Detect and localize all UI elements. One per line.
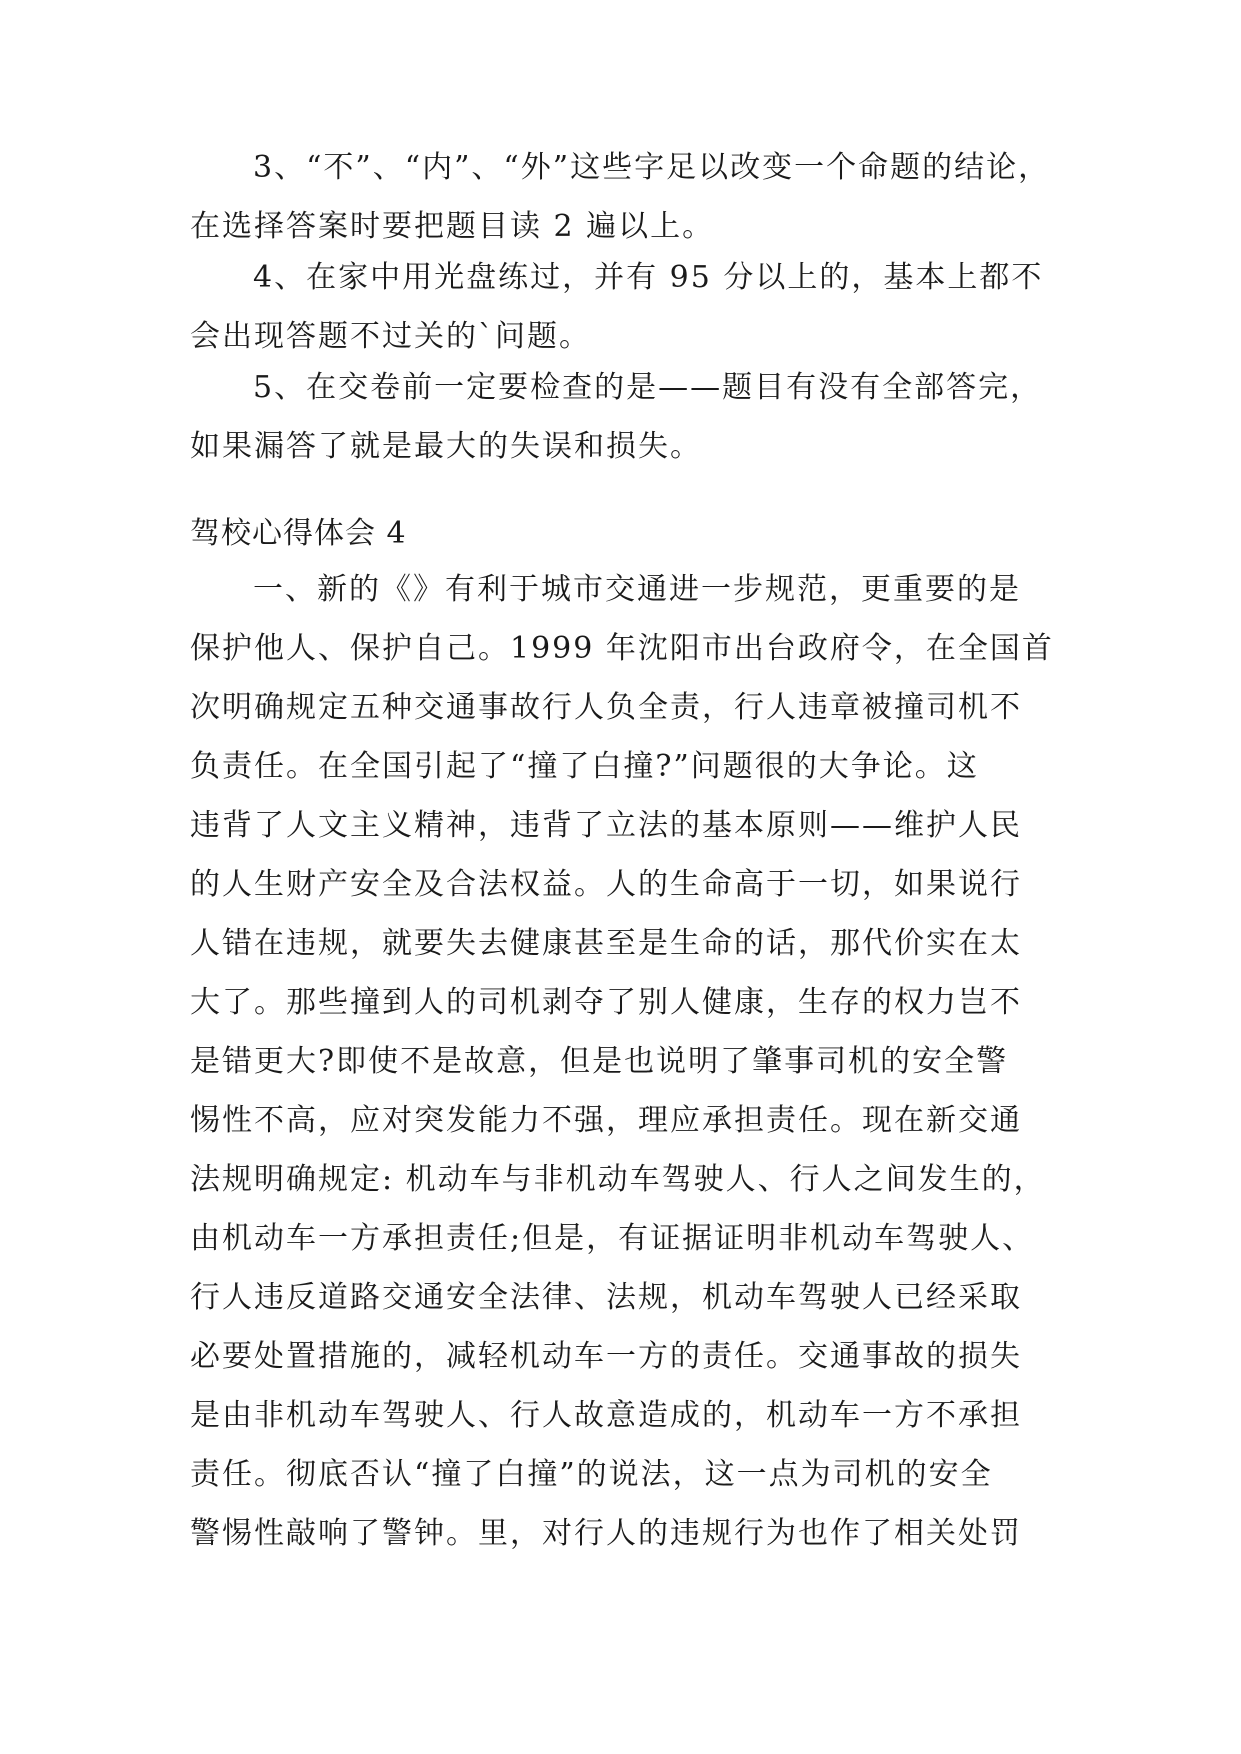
text-line: 是错更大?即使不是故意，但是也说明了肇事司机的安全警 xyxy=(190,1044,1009,1079)
text-line: 负责任。在全国引起了“撞了白撞?”问题很的大争论。这 xyxy=(190,749,979,784)
text-line: 惕性不高，应对突发能力不强，理应承担责任。现在新交通 xyxy=(190,1103,1022,1138)
text-line: 必要处置措施的，减轻机动车一方的责任。交通事故的损失 xyxy=(190,1339,1022,1374)
list-item-5 xyxy=(190,358,1090,476)
text-line: 大了。那些撞到人的司机剥夺了别人健康，生存的权力岂不 xyxy=(190,985,1022,1020)
text-line: 警惕性敲响了警钟。里，对行人的违规行为也作了相关处罚 xyxy=(190,1516,1022,1551)
text-line: 5、在交卷前一定要检查的是——题目有没有全部答完， xyxy=(253,370,1043,405)
list-item-3 xyxy=(190,138,1090,256)
text-line: 在选择答案时要把题目读 2 遍以上。 xyxy=(190,209,715,244)
text-line: 行人违反道路交通安全法律、法规，机动车驾驶人已经采取 xyxy=(190,1280,1022,1315)
text-line: 人错在违规，就要失去健康甚至是生命的话，那代价实在太 xyxy=(190,926,1022,961)
text-line: 的人生财产安全及合法权益。人的生命高于一切，如果说行 xyxy=(190,867,1022,902)
list-item-4 xyxy=(190,248,1090,366)
text-line: 法规明确规定: 机动车与非机动车驾驶人、行人之间发生的， xyxy=(190,1162,1046,1197)
section-heading: 驾校心得体会 4 xyxy=(190,516,407,551)
body-paragraph xyxy=(190,560,1090,1563)
text-line: 4、在家中用光盘练过，并有 95 分以上的，基本上都不 xyxy=(253,260,1044,295)
text-line: 3、“不”、“内”、“外”这些字足以改变一个命题的结论， xyxy=(253,150,1051,185)
text-line: 违背了人文主义精神，违背了立法的基本原则——维护人民 xyxy=(190,808,1022,843)
text-line: 由机动车一方承担责任;但是，有证据证明非机动车驾驶人、 xyxy=(190,1221,1035,1256)
text-line: 是由非机动车驾驶人、行人故意造成的，机动车一方不承担 xyxy=(190,1398,1022,1433)
text-line: 会出现答题不过关的`问题。 xyxy=(190,319,591,354)
text-line: 责任。彻底否认“撞了白撞”的说法，这一点为司机的安全 xyxy=(190,1457,993,1492)
text-line: 一、新的《》有利于城市交通进一步规范，更重要的是 xyxy=(253,572,1021,607)
text-line: 保护他人、保护自己。1999 年沈阳市出台政府令，在全国首 xyxy=(190,631,1054,666)
text-line: 次明确规定五种交通事故行人负全责，行人违章被撞司机不 xyxy=(190,690,1022,725)
text-line: 如果漏答了就是最大的失误和损失。 xyxy=(190,429,702,464)
